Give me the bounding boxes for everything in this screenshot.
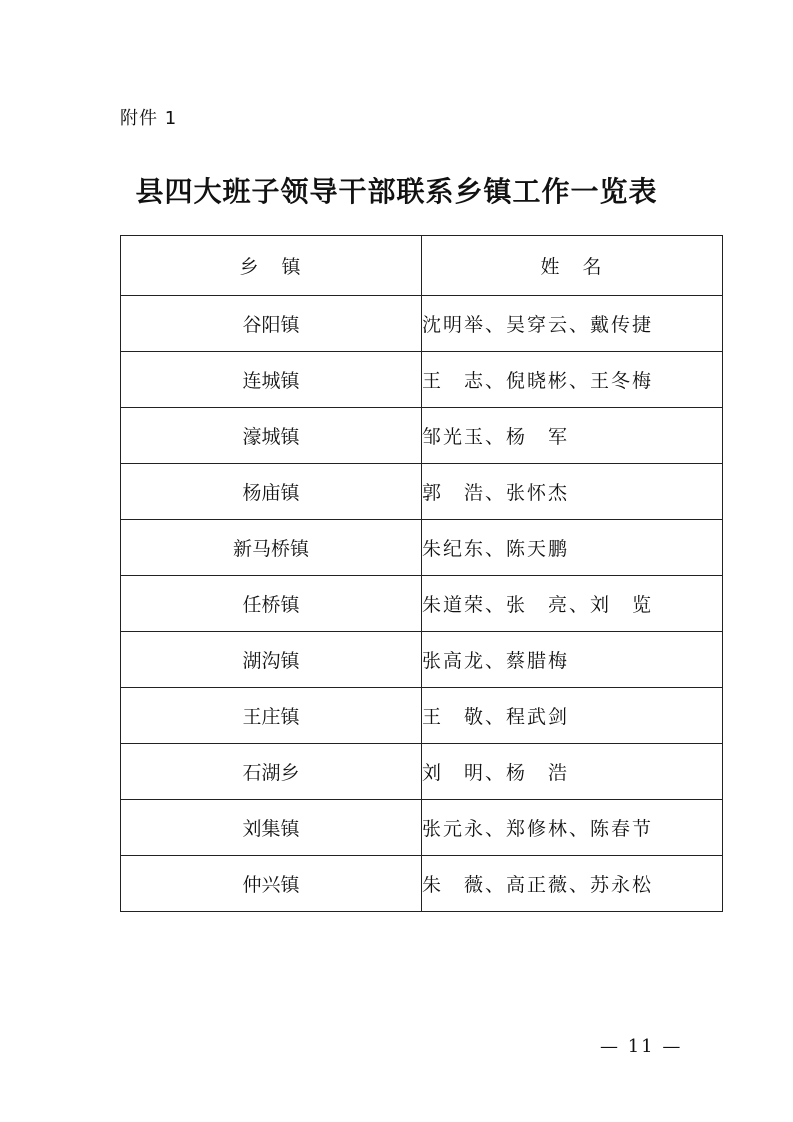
township-cell: 任桥镇 — [121, 576, 422, 632]
township-cell: 刘集镇 — [121, 800, 422, 856]
names-cell: 张元永、郑修林、陈春节 — [422, 800, 723, 856]
names-cell: 刘 明、杨 浩 — [422, 744, 723, 800]
names-cell: 朱 薇、高正薇、苏永松 — [422, 856, 723, 912]
header-name: 姓 名 — [422, 236, 723, 296]
township-cell: 新马桥镇 — [121, 520, 422, 576]
table-row — [121, 408, 723, 464]
table-row — [121, 744, 723, 800]
table-row — [121, 856, 723, 912]
township-cell: 仲兴镇 — [121, 856, 422, 912]
names-cell: 王 敬、程武剑 — [422, 688, 723, 744]
attachment-label: 附件 1 — [120, 108, 178, 129]
township-cell: 王庄镇 — [121, 688, 422, 744]
township-cell: 石湖乡 — [121, 744, 422, 800]
township-cell: 连城镇 — [121, 352, 422, 408]
names-cell: 郭 浩、张怀杰 — [422, 464, 723, 520]
liaison-table — [120, 235, 723, 912]
table-row — [121, 688, 723, 744]
township-cell: 湖沟镇 — [121, 632, 422, 688]
table-row — [121, 800, 723, 856]
names-cell: 朱道荣、张 亮、刘 览 — [422, 576, 723, 632]
names-cell: 张高龙、蔡腊梅 — [422, 632, 723, 688]
table-row — [121, 464, 723, 520]
table-header-row — [121, 236, 723, 296]
document-title: 县四大班子领导干部联系乡镇工作一览表 — [135, 175, 658, 208]
township-cell: 濠城镇 — [121, 408, 422, 464]
names-cell: 邹光玉、杨 军 — [422, 408, 723, 464]
header-township: 乡 镇 — [121, 236, 422, 296]
table-row — [121, 352, 723, 408]
names-cell: 沈明举、吴穿云、戴传捷 — [422, 296, 723, 352]
table-row — [121, 576, 723, 632]
table-row — [121, 632, 723, 688]
township-cell: 杨庙镇 — [121, 464, 422, 520]
township-cell: 谷阳镇 — [121, 296, 422, 352]
page-number: — 11 — — [600, 1036, 683, 1057]
names-cell: 朱纪东、陈天鹏 — [422, 520, 723, 576]
table-row — [121, 520, 723, 576]
names-cell: 王 志、倪晓彬、王冬梅 — [422, 352, 723, 408]
table-row — [121, 296, 723, 352]
